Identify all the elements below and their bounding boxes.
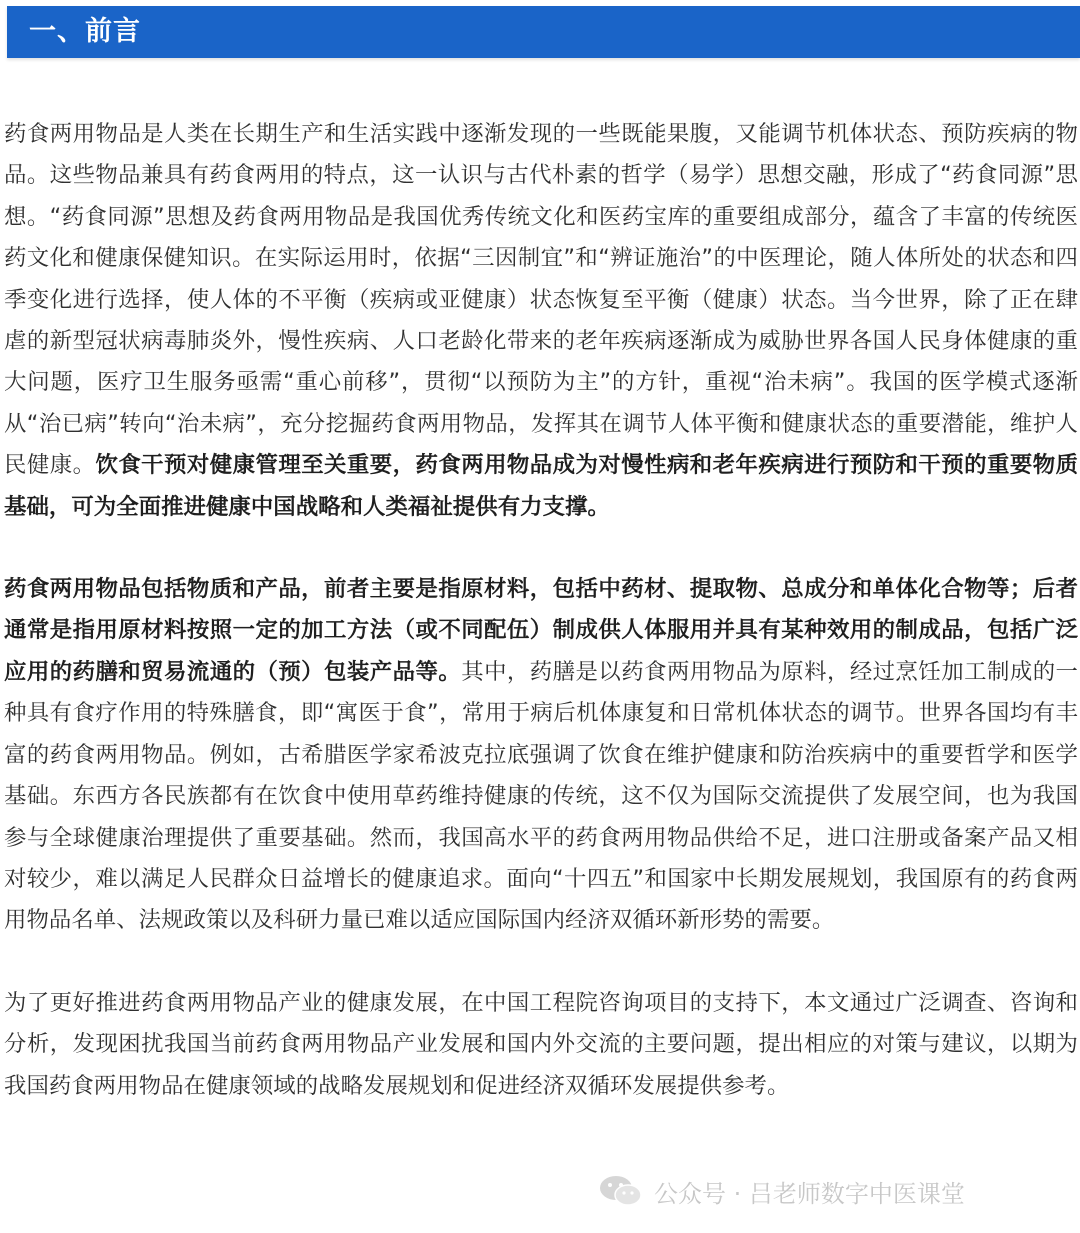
paragraph-3	[4, 983, 1078, 1107]
section-header-bar	[7, 6, 1080, 58]
paragraph-2	[4, 569, 1078, 942]
wechat-icon	[598, 1174, 644, 1208]
watermark-text: 公众号 · 吕老师数字中医课堂	[654, 1179, 965, 1208]
paragraph-1-text: 药食两用物品是人类在长期生产和生活实践中逐渐发现的一些既能果腹，又能调节机体状态、预防疾病的物品。这些物品兼具有药食两用的特点，这一认识与古代朴素的哲学（易学）思想交融，形成了“药食同源”思想。“药食同源”思想及药食两用物品是我国优秀传统文化和医药宝库的重要组成部分，蕴含了丰富的传统医药文化和健康保健知识。在实际运用时，依据“三因制宜”和“辨证施治”的中医理论，随人体所处的状态和四季变化进行选择，使人体的不平衡（疾病或亚健康）状态恢复至平衡（健康）状态。当今世界，除了正在肆虐的新型冠状病毒肺炎外，慢性疾病、人口老龄化带来的老年疾病逐渐成为威胁世界各国人民身体健康的重大问题，医疗卫生服务亟需“重心前移”，贯彻“以预防为主”的方针，重视“治未病”。我国的医学模式逐渐从“治已病”转向“治未病”，充分挖掘药食两用物品，发挥其在调节人体平衡和健康状态的重要潜能，维护人民健康。	[4, 121, 1078, 479]
paragraph-gap	[4, 528, 1078, 569]
section-title: 一、前言	[29, 16, 141, 47]
paragraph-2-bold-text: 药食两用物品包括物质和产品，前者主要是指原材料，包括中药材、提取物、总成分和单体化合物等；后者通常是指用原材料按照一定的加工方法（或不同配伍）制成供人体服用并具有某种效用的制成品，包括广泛应用的药膳和贸易流通的（预）包装产品等。	[4, 576, 1078, 685]
paragraph-gap	[4, 942, 1078, 983]
paragraph-1-bold-text: 饮食干预对健康管理至关重要，药食两用物品成为对慢性病和老年疾病进行预防和干预的重要物质基础，可为全面推进健康中国战略和人类福祉提供有力支撑。	[4, 452, 1079, 520]
watermark	[598, 1172, 965, 1210]
paragraph-3-text: 为了更好推进药食两用物品产业的健康发展，在中国工程院咨询项目的支持下，本文通过广泛调查、咨询和分析，发现困扰我国当前药食两用物品产业发展和国内外交流的主要问题，提出相应的对策与建议，以期为我国药食两用物品在健康领域的战略发展规划和促进经济双循环发展提供参考。	[4, 989, 1078, 1099]
paragraph-1	[4, 114, 1078, 528]
article-body	[4, 114, 1078, 1107]
paragraph-2-text: 其中，药膳是以药食两用物品为原料，经过烹饪加工制成的一种具有食疗作用的特殊膳食，即“寓医于食”，常用于病后机体康复和日常机体状态的调节。世界各国均有丰富的药食两用物品。例如，古希腊医学家希波克拉底强调了饮食在维护健康和防治疾病中的重要哲学和医学基础。东西方各民族都有在饮食中使用草药维持健康的传统，这不仅为国际交流提供了发展空间，也为我国参与全球健康治理提供了重要基础。然而，我国高水平的药食两用物品供给不足，进口注册或备案产品又相对较少，难以满足人民群众日益增长的健康追求。面向“十四五”和国家中长期发展规划，我国原有的药食两用物品名单、法规政策以及科研力量已难以适应国际国内经济双循环新形势的需要。	[4, 658, 1078, 934]
